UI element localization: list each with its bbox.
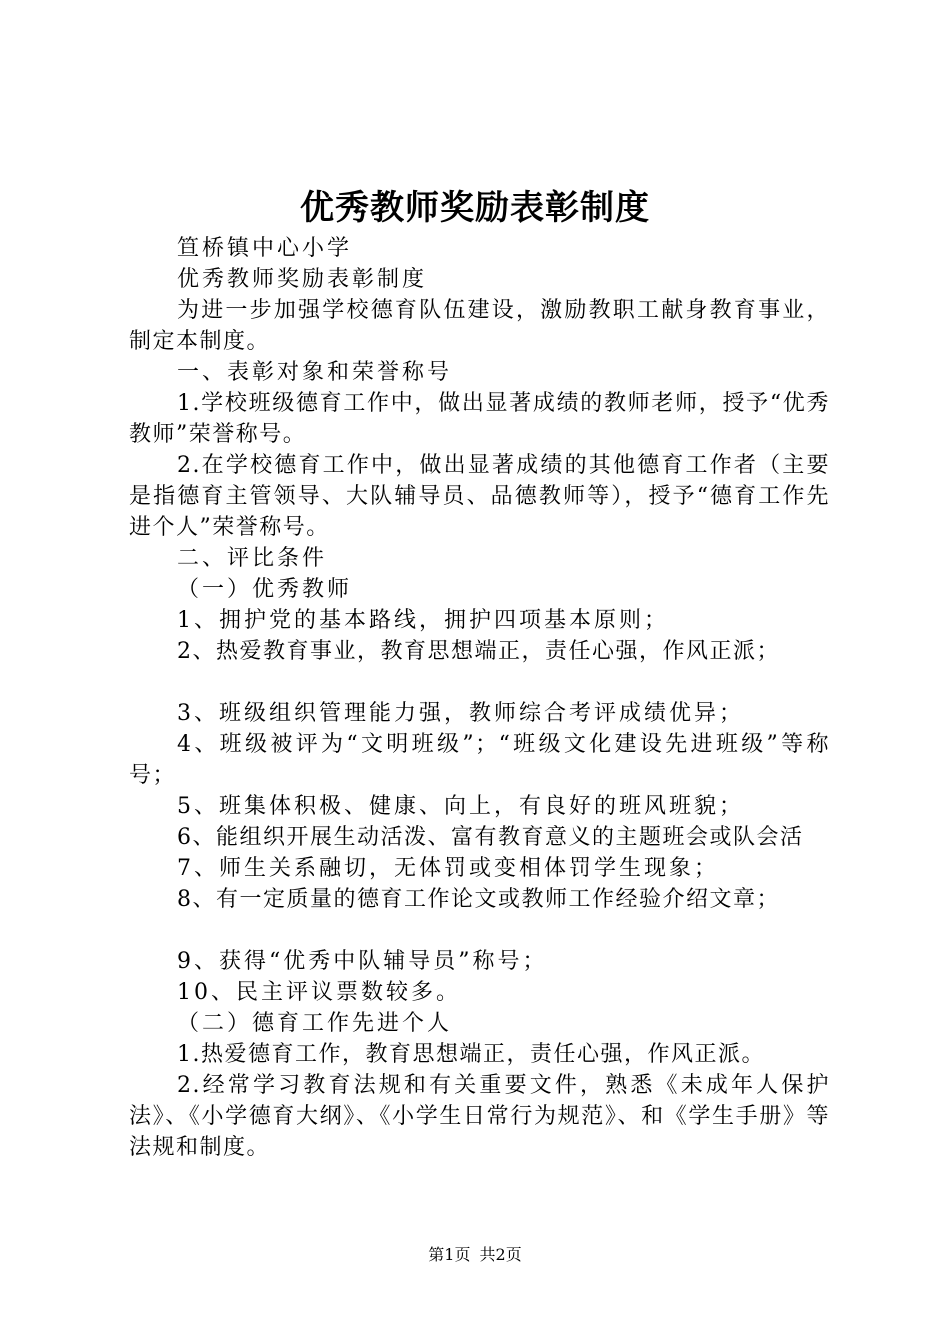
- list-item: 2.经常学习教育法规和有关重要文件，熟悉《未成年人保护法》、《小学德育大纲》、《小学生日常行为规范》、和《学生手册》等法规和制度。: [129, 1073, 830, 1160]
- list-item: 4、班级被评为“文明班级”；“班级文化建设先进班级”等称号；: [129, 732, 830, 788]
- page-total: 共2页: [479, 1245, 522, 1264]
- subsection-heading: （二）德育工作先进个人: [177, 1011, 453, 1036]
- list-item: 1、拥护党的基本路线，拥护四项基本原则；: [177, 608, 669, 633]
- intro-paragraph: 为进一步加强学校德育队伍建设，激励教职工献身教育事业，制定本制度。: [129, 298, 830, 354]
- list-item: 7、师生关系融切，无体罚或变相体罚学生现象；: [177, 856, 719, 881]
- blank-line: [129, 915, 830, 946]
- section-heading: 二、评比条件: [177, 546, 328, 571]
- list-item: 2.在学校德育工作中，做出显著成绩的其他德育工作者（主要是指德育主管领导、大队辅导员、品德教师等），授予“德育工作先进个人”荣誉称号。: [129, 453, 830, 540]
- document-title: 优秀教师奖励表彰制度: [300, 188, 650, 228]
- page-footer: [0, 1242, 950, 1265]
- list-item: 5、班集体积极、健康、向上，有良好的班风班貌；: [177, 794, 744, 819]
- subsection-heading: （一）优秀教师: [177, 577, 353, 602]
- list-item: 2、热爱教育事业，教育思想端正，责任心强，作风正派；: [177, 639, 780, 664]
- list-item: 3、班级组织管理能力强，教师综合考评成绩优异；: [177, 701, 744, 726]
- blank-line: [129, 667, 830, 698]
- list-item: 10、民主评议票数较多。: [177, 980, 461, 1005]
- page-number: 第1页: [428, 1245, 471, 1264]
- document-body: [129, 233, 830, 1163]
- list-item: 1.学校班级德育工作中，做出显著成绩的教师老师，授予“优秀教师”荣誉称号。: [129, 391, 830, 447]
- section-heading: 一、表彰对象和荣誉称号: [177, 360, 453, 385]
- list-item: 6、能组织开展生动活泼、富有教育意义的主题班会或队会活: [177, 825, 804, 850]
- list-item: 8、有一定质量的德育工作论文或教师工作经验介绍文章；: [177, 887, 780, 912]
- list-item: 9、获得“优秀中队辅导员”称号；: [177, 949, 548, 974]
- list-item: 1.热爱德育工作，教育思想端正，责任心强，作风正派。: [177, 1042, 765, 1067]
- school-name: 笪桥镇中心小学: [177, 236, 353, 261]
- subtitle: 优秀教师奖励表彰制度: [177, 267, 428, 292]
